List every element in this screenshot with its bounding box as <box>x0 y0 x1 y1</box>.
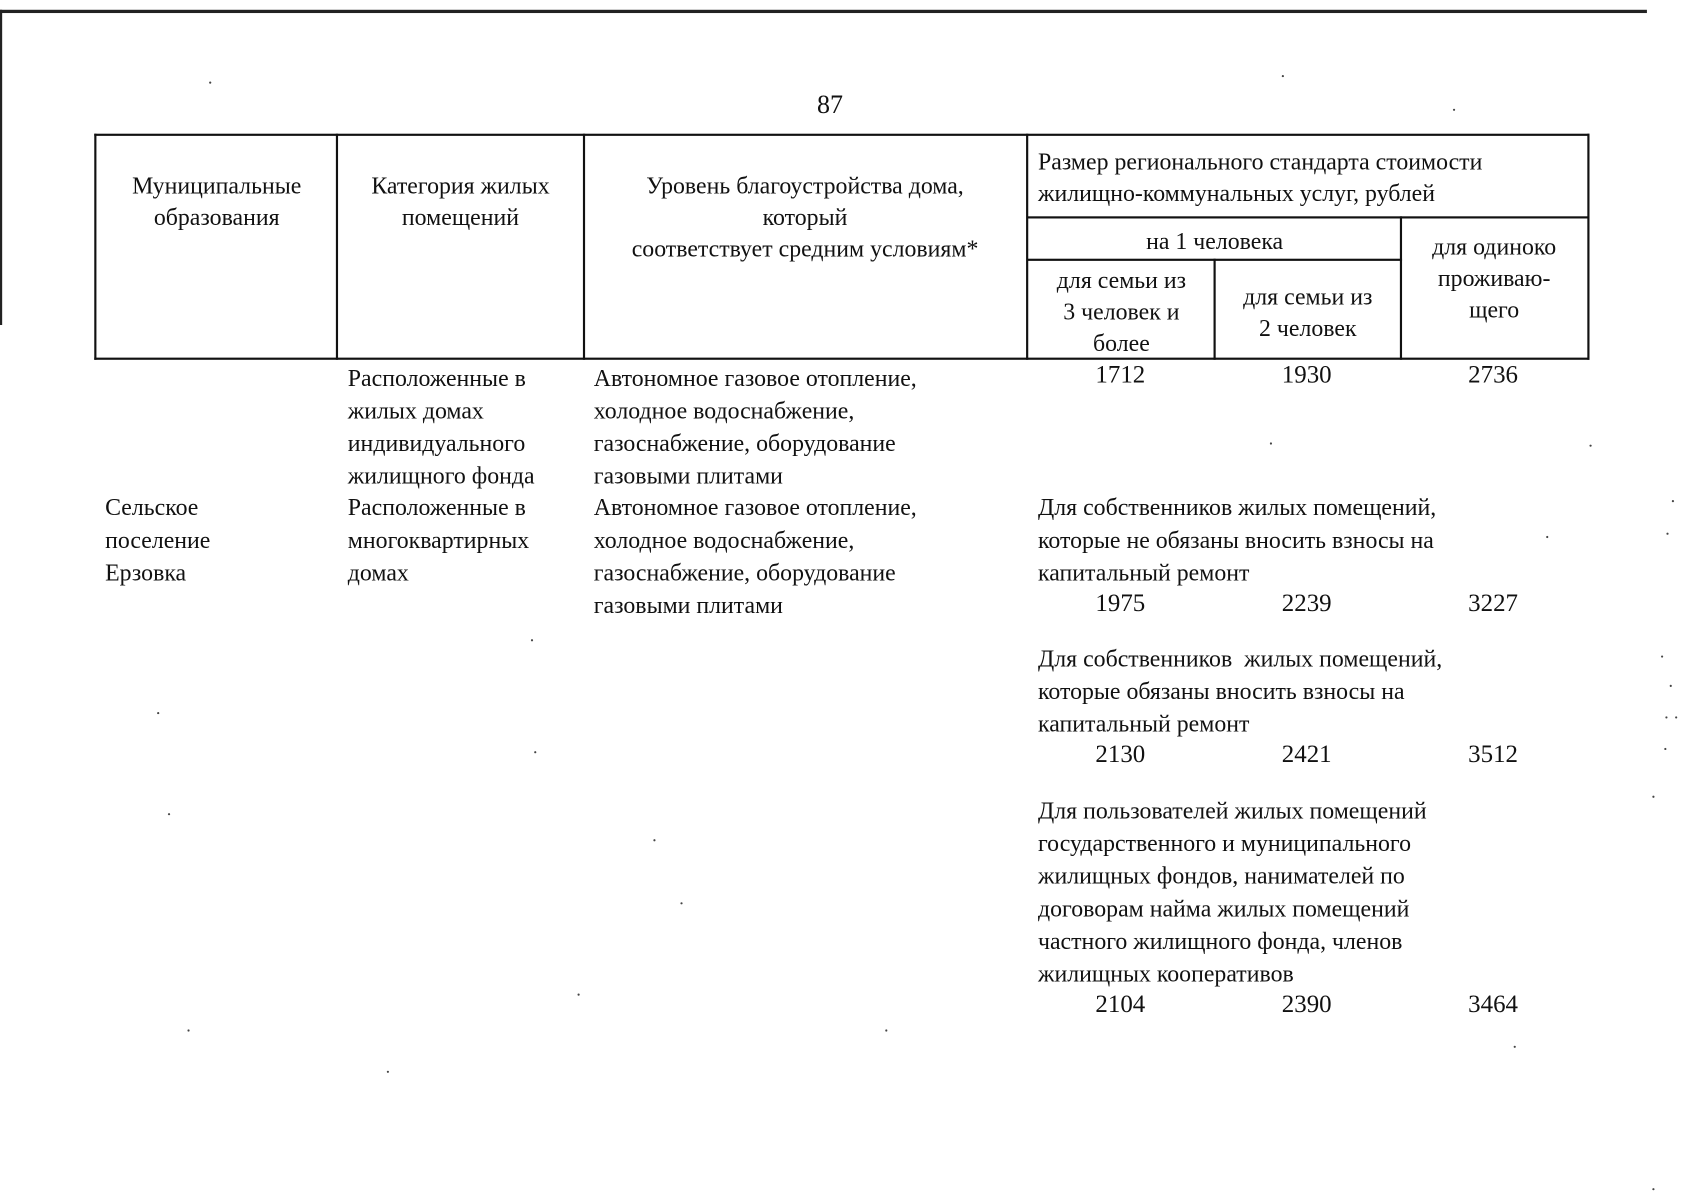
speck <box>1270 442 1272 444</box>
group3-value-family3: 2104 <box>1095 990 1146 1018</box>
group2-value-family2: 2421 <box>1281 740 1332 768</box>
speck <box>1546 536 1548 538</box>
speck <box>1453 109 1455 111</box>
speck <box>1665 716 1667 718</box>
group2-label: Для собственников жилых помещений, которые обязаны вносить взносы на капитальный ремонт <box>1037 644 1443 737</box>
group1-value-family3: 1975 <box>1095 589 1146 617</box>
column-divider-3 <box>1026 134 1028 360</box>
speck <box>653 839 655 841</box>
header-per-person: на 1 человека <box>1146 227 1284 255</box>
group1-label: Для собственников жилых помещений, которые не обязаны вносить взносы на капитальный ремонт <box>1037 493 1437 586</box>
column-divider-1 <box>336 134 338 360</box>
table-border-top <box>94 134 1589 136</box>
speck <box>1652 796 1654 798</box>
speck <box>1589 445 1591 447</box>
header-family3: для семьи из 3 человек и более <box>1056 266 1187 357</box>
group1-value-family2: 2239 <box>1281 589 1332 617</box>
speck <box>1514 1046 1516 1048</box>
header-family2: для семьи из 2 человек <box>1243 282 1373 342</box>
speck <box>387 1071 389 1073</box>
table-border-left <box>94 134 96 360</box>
speck <box>680 902 682 904</box>
scan-border-top <box>0 10 1647 13</box>
group2-value-single: 3512 <box>1468 740 1518 768</box>
header-category: Категория жилых помещений <box>371 171 550 231</box>
speck <box>1652 1188 1654 1190</box>
header-municipal: Муниципальные образования <box>132 171 302 231</box>
scan-border-left <box>0 10 2 325</box>
row1-value-single: 2736 <box>1468 360 1518 389</box>
speck <box>157 712 159 714</box>
speck <box>578 994 580 996</box>
speck <box>168 813 170 815</box>
speck <box>1666 533 1668 535</box>
speck <box>1661 655 1663 657</box>
speck <box>1664 748 1666 750</box>
speck <box>531 639 533 641</box>
group3-value-family2: 2390 <box>1281 990 1332 1018</box>
header-size: Размер регионального стандарта стоимости жилищно-коммунальных услуг, рублей <box>1037 147 1483 207</box>
row1-value-family3: 1712 <box>1095 360 1146 389</box>
speck <box>187 1029 189 1031</box>
speck <box>1675 716 1677 718</box>
page-number: 87 <box>816 91 843 120</box>
speck <box>1670 685 1672 687</box>
header-divider-size <box>1027 216 1589 218</box>
speck <box>209 82 211 84</box>
row1-level: Автономное газовое отопление, холодное водоснабжение, газоснабжение, оборудование газовыми плитами <box>593 364 917 490</box>
speck <box>885 1029 887 1031</box>
row2-category: Расположенные в многоквартирных домах <box>347 493 530 586</box>
group3-label: Для пользователей жилых помещений государственного и муниципального жилищных фондов, нанимателей по договорам найма жилых помещений частного жилищного фонда, членов жилищных кооперативов <box>1037 796 1427 987</box>
group1-value-single: 3227 <box>1468 589 1518 617</box>
municipality-name: Сельское поселение Ерзовка <box>105 493 211 586</box>
row1-value-family2: 1930 <box>1281 360 1332 389</box>
group2-value-family3: 2130 <box>1095 740 1146 768</box>
table-border-right <box>1587 134 1589 360</box>
speck <box>1282 75 1284 77</box>
speck <box>534 751 536 753</box>
group3-value-single: 3464 <box>1468 990 1518 1018</box>
header-single: для одиноко проживаю- щего <box>1432 232 1557 323</box>
header-level: Уровень благоустройства дома, который соответствует средним условиям* <box>631 171 979 262</box>
speck <box>1672 500 1674 502</box>
row1-category: Расположенные в жилых домах индивидуального жилищного фонда <box>347 364 535 490</box>
row2-level: Автономное газовое отопление, холодное водоснабжение, газоснабжение, оборудование газовыми плитами <box>593 493 917 619</box>
